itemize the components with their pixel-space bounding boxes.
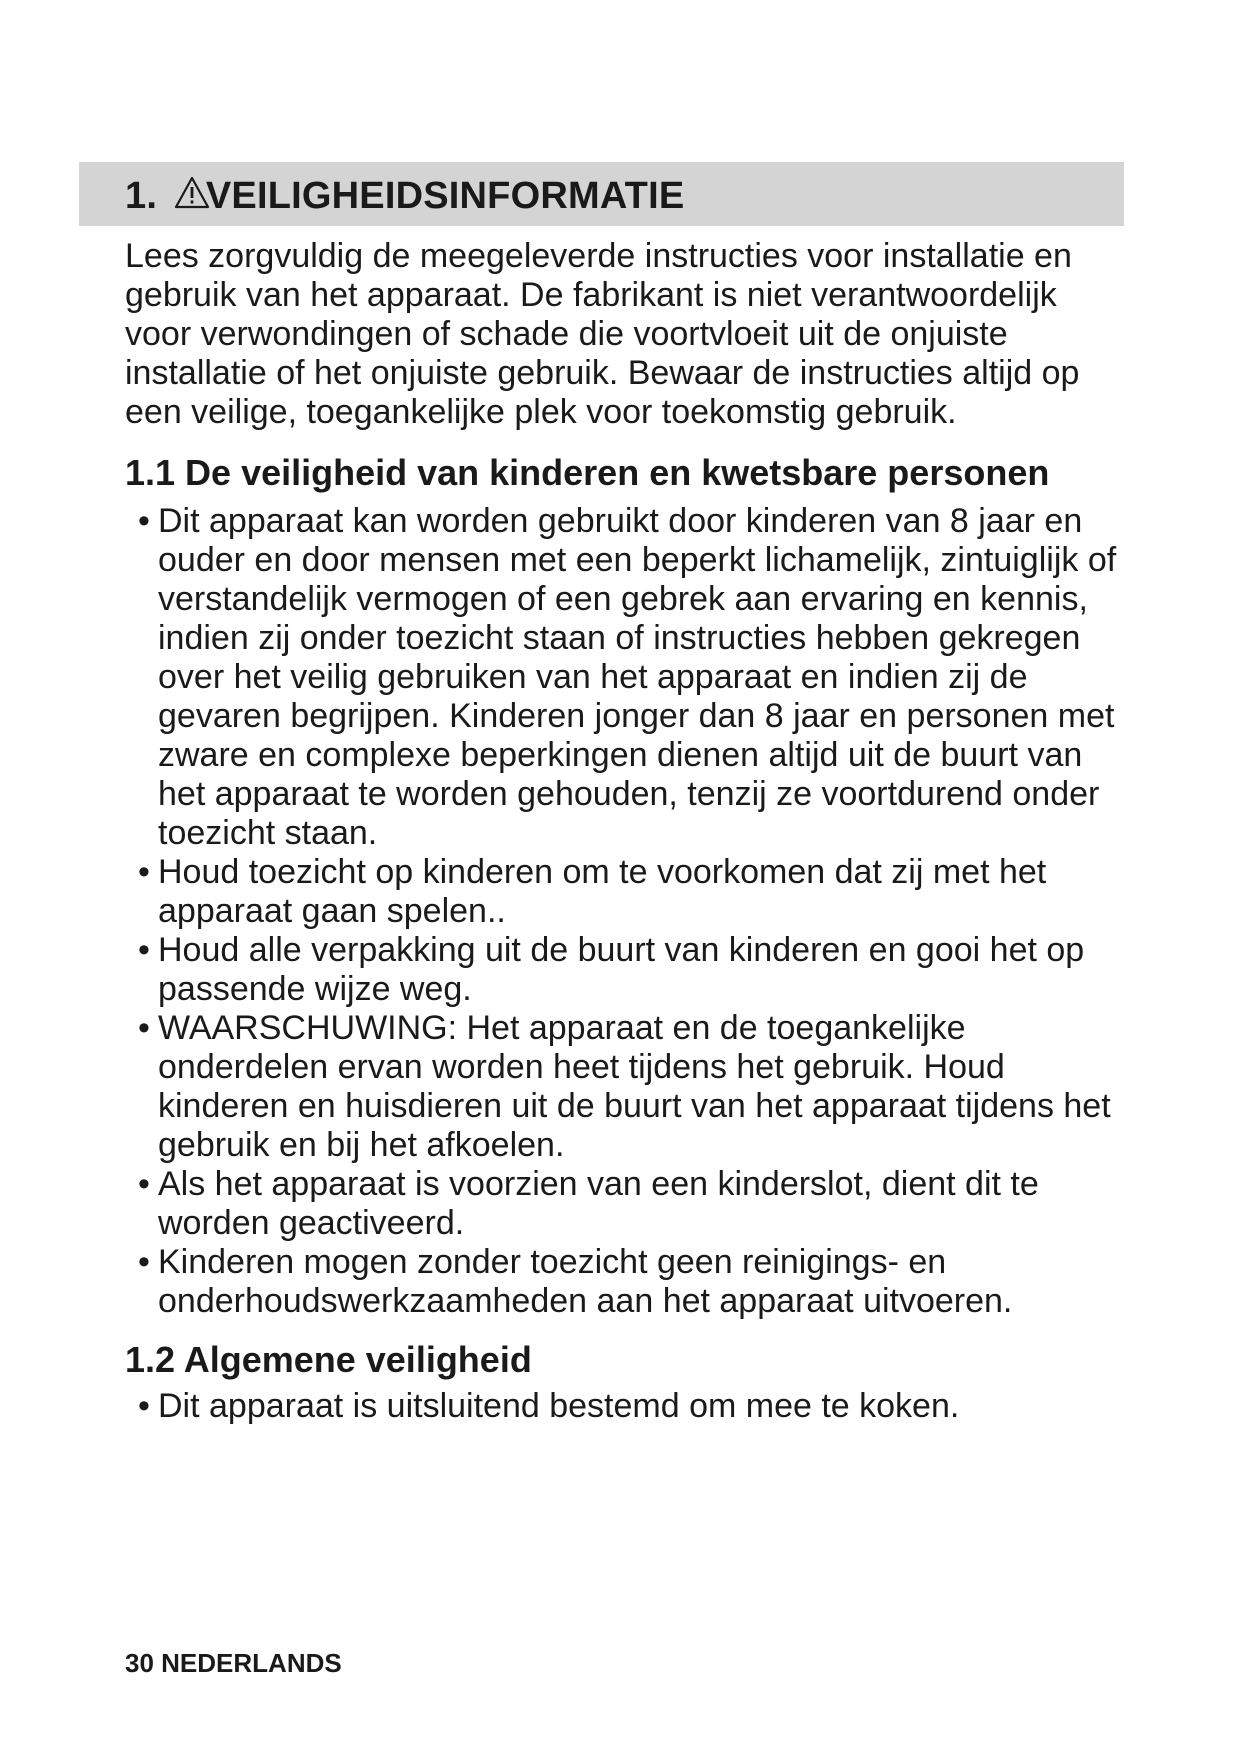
section-title-text: VEILIGHEIDSINFORMATIE: [205, 175, 685, 217]
page-number: 30: [125, 1648, 154, 1678]
list-item: • Houd alle verpakking uit de buurt van kinderen en gooi het op passende wijze weg.: [125, 931, 1125, 1009]
main-content: [125, 237, 1125, 1426]
list-item: • Als het apparaat is voorzien van een kinderslot, dient dit te worden geactiveerd.: [125, 1165, 1125, 1243]
footer-language: NEDERLANDS: [161, 1648, 342, 1678]
intro-paragraph: Lees zorgvuldig de meegeleverde instructies voor installatie en gebruik van het apparaat. De fabrikant is niet verantwoordelijk voor verwondingen of schade die voortvloeit uit de onjuiste installatie of het onjuiste gebruik. Bewaar de instructies altijd op een veilige, toegankelijke plek voor toekomstig gebruik.: [125, 237, 1080, 431]
list-item: • Houd toezicht op kinderen om te voorkomen dat zij met het apparaat gaan spelen..: [125, 853, 1125, 931]
list-item: • Kinderen mogen zonder toezicht geen reinigings- en onderhoudswerkzaamheden aan het apparaat uitvoeren.: [125, 1243, 1125, 1321]
general-safety-list: [125, 1387, 1125, 1426]
list-item: • Dit apparaat kan worden gebruikt door kinderen van 8 jaar en ouder en door mensen met een beperkt lichamelijk, zintuiglijk of verstandelijk vermogen of een gebrek aan ervaring en kennis, indien zij onder toezicht staan of instructies hebben gekregen over het veilig gebruiken van het apparaat en indien zij de gevaren begrijpen. Kinderen jonger dan 8 jaar en personen met zware en complexe beperkingen dienen altijd uit de buurt van het apparaat te worden gehouden, tenzij ze voortdurend onder toezicht staan.: [125, 502, 1125, 853]
section-number: 1.: [125, 175, 158, 217]
children-safety-list: [125, 502, 1125, 1321]
warning-triangle-icon: [174, 176, 210, 210]
list-item: • Dit apparaat is uitsluitend bestemd om mee te koken.: [125, 1387, 1125, 1426]
list-item: • WAARSCHUWING: Het apparaat en de toegankelijke onderdelen ervan worden heet tijdens het gebruik. Houd kinderen en huisdieren uit de buurt van het apparaat tijdens het gebruik en bij het afkoelen.: [125, 1009, 1125, 1165]
subsection-heading-general-safety: 1.2 Algemene veiligheid: [125, 1339, 532, 1380]
page-footer: [125, 1648, 342, 1678]
subsection-heading-children-safety: 1.1 De veiligheid van kinderen en kwetsbare personen: [125, 452, 1050, 493]
section-title: [125, 174, 684, 218]
